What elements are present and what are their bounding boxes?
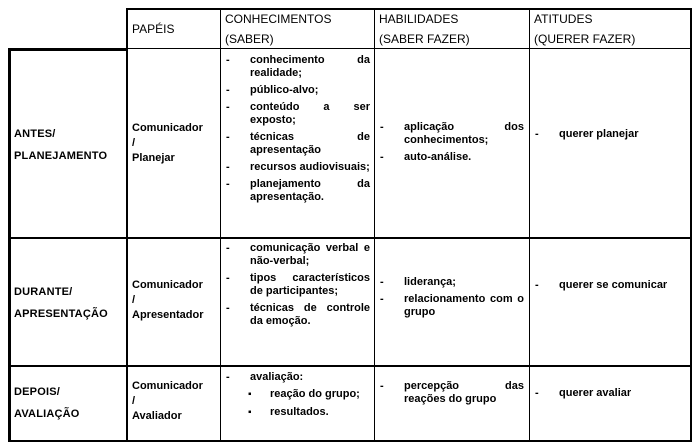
list-item: - comunicação verbal e não-verbal; <box>224 242 370 268</box>
list-item: - técnicas de apresentação <box>224 131 370 157</box>
row-presentation-role <box>132 278 220 323</box>
role-line: Comunicador <box>132 380 203 392</box>
knowledge-intro: avaliação: <box>250 371 304 383</box>
sub-list-item: ▪ resultados. <box>224 406 370 419</box>
list-item: - auto-análise. <box>378 151 524 164</box>
list-item: - conhecimento da realidade; <box>224 54 370 80</box>
list-item: - querer avaliar <box>533 387 685 400</box>
row-presentation-skills <box>378 276 524 323</box>
list-item: - planejamento da apresentação. <box>224 178 370 204</box>
row-evaluation-phase <box>14 381 124 425</box>
role-line: Avaliador <box>132 410 182 422</box>
row-planning-skills <box>378 121 524 168</box>
row-planning-phase <box>14 123 124 167</box>
list-item: - tipos característicos de participantes; <box>224 272 370 298</box>
row-presentation-phase <box>14 281 124 325</box>
role-line: / <box>132 294 136 306</box>
phase-line: DEPOIS/ <box>14 386 61 398</box>
rule-col4 <box>529 8 530 442</box>
list-item: - liderança; <box>378 276 524 289</box>
role-line: Comunicador <box>132 279 203 291</box>
list-item: - recursos audiovisuais; <box>224 161 370 174</box>
row-evaluation-attitudes <box>533 387 685 404</box>
row-presentation-knowledge <box>224 242 370 332</box>
row-planning-attitudes <box>533 128 685 145</box>
row-evaluation-skills <box>378 380 524 410</box>
header-skills <box>379 9 527 49</box>
header-skills-subtitle: (SABER FAZER) <box>379 32 470 46</box>
row-evaluation-knowledge <box>224 371 370 424</box>
rule-right <box>690 8 692 442</box>
list-item: - querer planejar <box>533 128 685 141</box>
list-item: - técnicas de controle da emoção. <box>224 302 370 328</box>
phase-line: ANTES/ <box>14 128 56 140</box>
role-line: / <box>132 395 136 407</box>
phase-line: APRESENTAÇÃO <box>14 308 108 320</box>
list-item: - percepção das reações do grupo <box>378 380 524 406</box>
list-item: - aplicação dos conhecimentos; <box>378 121 524 147</box>
header-knowledge-title: CONHECIMENTOS <box>225 12 332 26</box>
header-knowledge <box>225 9 373 49</box>
header-roles <box>132 19 218 39</box>
rule-col2 <box>220 8 221 442</box>
role-line: Planejar <box>132 152 175 164</box>
list-item <box>224 371 370 384</box>
phase-line: PLANEJAMENTO <box>14 150 108 162</box>
list-item: - querer se comunicar <box>533 279 685 292</box>
rule-col3 <box>374 8 375 442</box>
rule-row1-bottom <box>8 237 692 239</box>
rule-left <box>8 48 11 442</box>
phase-line: AVALIAÇÃO <box>14 408 80 420</box>
list-item: - público-alvo; <box>224 84 370 97</box>
row-planning-role <box>132 121 220 166</box>
rule-col1 <box>126 8 128 442</box>
header-knowledge-subtitle: (SABER) <box>225 32 274 46</box>
row-evaluation-role <box>132 379 220 424</box>
header-attitudes <box>534 9 689 49</box>
phase-line: DURANTE/ <box>14 286 73 298</box>
rule-bottom <box>8 440 692 442</box>
row-presentation-attitudes <box>533 279 685 296</box>
sub-list-item: ▪ reação do grupo; <box>224 388 370 401</box>
list-item: - relacionamento com o grupo <box>378 293 524 319</box>
role-line: Apresentador <box>132 309 204 321</box>
role-line: Comunicador <box>132 122 203 134</box>
header-attitudes-subtitle: (QUERER FAZER) <box>534 32 636 46</box>
header-roles-label: PAPÉIS <box>132 22 175 36</box>
header-attitudes-title: ATITUDES <box>534 12 593 26</box>
rule-header-left <box>8 48 128 51</box>
rule-row2-bottom <box>8 365 692 367</box>
list-item: - conteúdo a ser exposto; <box>224 101 370 127</box>
header-skills-title: HABILIDADES <box>379 12 459 26</box>
role-line: / <box>132 137 136 149</box>
row-planning-knowledge <box>224 54 370 208</box>
